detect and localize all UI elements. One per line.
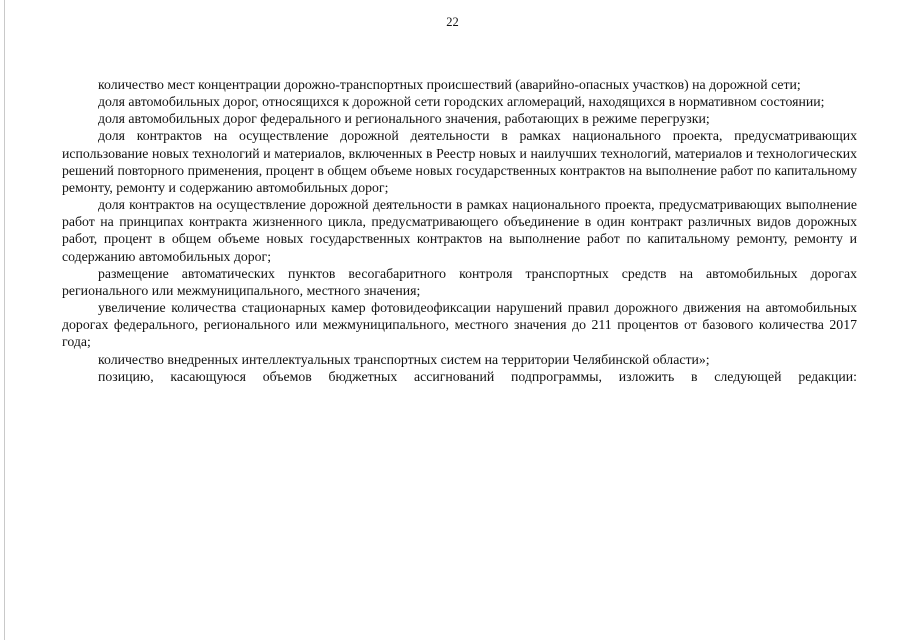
paragraph-accident-locations: количество мест концентрации дорожно-транспортных происшествий (аварийно-опасных участков) на дорожной сети; xyxy=(98,77,801,92)
paragraph-budget-position: позицию, касающуюся объемов бюджетных ассигнований подпрограммы, изложить в следующей редакции: xyxy=(98,368,857,384)
page-number: 22 xyxy=(446,15,459,29)
paragraph-speed-cameras: увеличение количества стационарных камер фотовидеофиксации нарушений правил дорожного движения на автомобильных дорогах федерального, регионального или межмуниципального, местного значения до 211 процентов от базового количества 2017 года; xyxy=(62,300,857,350)
paragraph-intelligent-transport-systems: количество внедренных интеллектуальных транспортных систем на территории Челябинской области»; xyxy=(98,351,710,367)
paragraph-new-technologies-contracts: доля контрактов на осуществление дорожной деятельности в рамках национального проекта, предусматривающих использование новых технологий и материалов, включенных в Реестр новых и наилучших технологий, материалов и технологических решений повторного применения, процент в общем объеме новых государственных контрактов на выполнение работ по капитальному ремонту, ремонту и содержанию автомобильных дорог; xyxy=(62,128,857,195)
paragraph-life-cycle-contracts: доля контрактов на осуществление дорожной деятельности в рамках национального проекта, предусматривающих выполнение работ на принципах контракта жизненного цикла, предусматривающего объединение в один контракт различных видов дорожных работ, процент в общем объеме новых государственных контрактов на выполнение работ по капитальному ремонту, ремонту и содержанию автомобильных дорог; xyxy=(62,197,857,264)
document-body xyxy=(62,76,857,385)
paragraph-agglomeration-roads: доля автомобильных дорог, относящихся к дорожной сети городских агломераций, находящихся в нормативном состоянии; xyxy=(98,94,825,110)
paragraph-overloaded-roads: доля автомобильных дорог федерального и регионального значения, работающих в режиме перегрузки; xyxy=(98,111,710,127)
scan-edge-line xyxy=(4,0,5,640)
paragraph-weight-control-points: размещение автоматических пунктов весогабаритного контроля транспортных средств на автомобильных дорогах регионального или межмуниципального, местного значения; xyxy=(62,265,857,298)
